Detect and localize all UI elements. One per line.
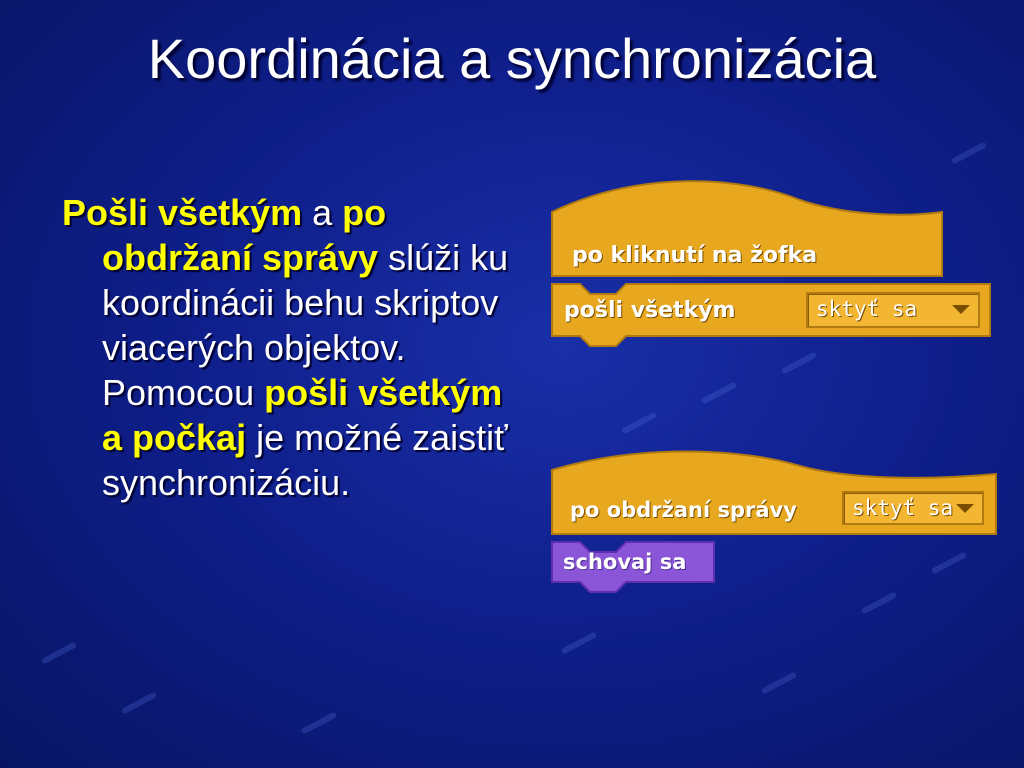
broadcast-message-dropdown[interactable] — [806, 292, 980, 328]
hide-block-label[interactable]: schovaj sa — [563, 550, 687, 574]
body-text-run: je možné zaistiť synchronizáciu. — [102, 417, 508, 503]
receive-message-dropdown[interactable] — [842, 491, 984, 525]
hat-block-label[interactable]: po kliknutí na žofka — [572, 243, 818, 268]
chevron-down-icon — [952, 305, 970, 314]
body-text-run: a — [302, 192, 343, 233]
highlighted-term: po obdržaní správy — [102, 192, 387, 278]
highlighted-term: Pošli všetkým — [62, 192, 303, 233]
broadcast-block-label[interactable]: pošli všetkým — [564, 298, 736, 323]
dropdown-value: sktyť sa — [852, 496, 954, 520]
chevron-down-icon — [956, 504, 974, 513]
when-receive-block-label[interactable]: po obdržaní správy — [570, 498, 797, 522]
highlighted-term: pošli všetkým a počkaj — [102, 372, 503, 458]
body-text-run: slúži ku koordinácii behu skriptov viacerých objektov. Pomocou — [102, 237, 509, 413]
slide-title: Koordinácia a synchronizácia — [147, 27, 877, 90]
dropdown-value: sktyť sa — [816, 297, 918, 321]
